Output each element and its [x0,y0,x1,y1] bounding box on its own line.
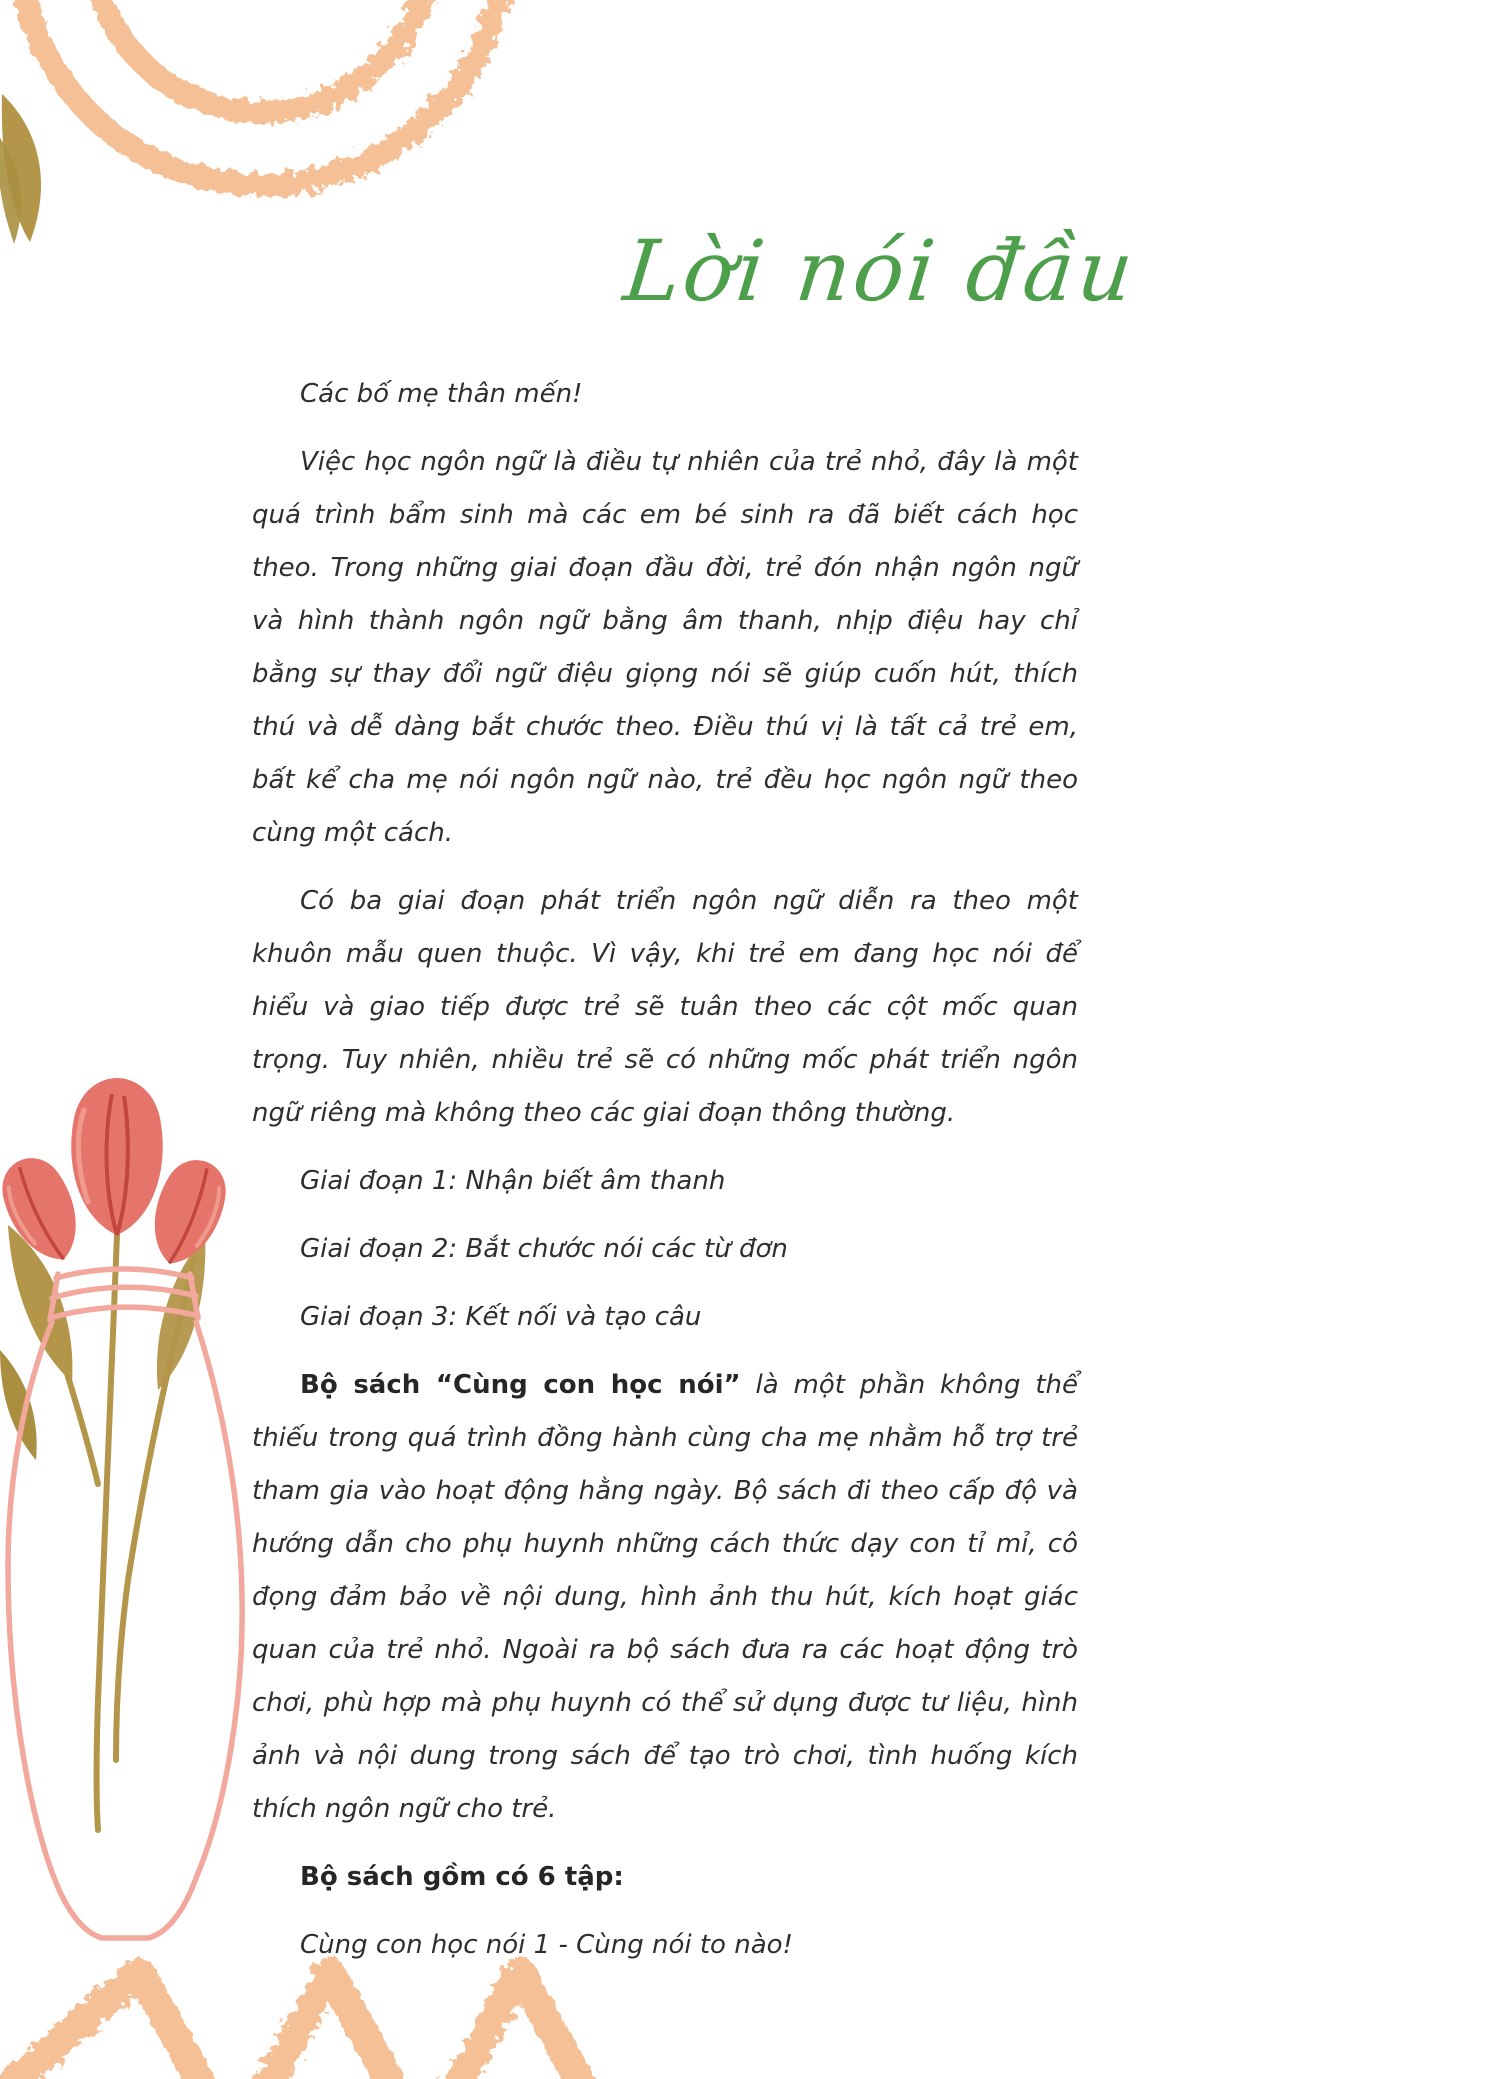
book-series-name: Bộ sách “Cùng con học nói” [300,1370,741,1400]
book-intro-rest: là một phần không thể thiếu trong quá trình đồng hành cùng cha mẹ nhằm hỗ trợ trẻ tham gia vào hoạt động hằng ngày. Bộ sách đi theo cấp độ và hướng dẫn cho phụ huynh những cách thức dạy con tỉ mỉ, cô đọng đảm bảo về nội dung, hình ảnh thu hút, kích hoạt giác quan của trẻ nhỏ. Ngoài ra bộ sách đưa ra các hoạt động trò chơi, phù hợp mà phụ huynh có thể sử dụng được tư liệu, hình ảnh và nội dung trong sách để tạo trò chơi, tình huống kích thích ngôn ngữ cho trẻ. [252,1370,1078,1824]
page-title: Lời nói đầu [619,222,1141,320]
crayon-arcs-decoration [0,0,520,230]
series-heading: Bộ sách gồm có 6 tập: [300,1862,624,1892]
flower-vase-illustration [0,1060,290,1950]
preface-text [252,368,1078,1987]
stage-1-line: Giai đoạn 1: Nhận biết âm thanh [300,1166,726,1196]
salutation: Các bố mẹ thân mến! [300,379,583,409]
paragraph-book-intro [252,1359,1078,1836]
gold-leaf-decoration [0,92,64,252]
stage-3-line: Giai đoạn 3: Kết nối và tạo câu [300,1302,702,1332]
paragraph-three-stages: Có ba giai đoạn phát triển ngôn ngữ diễn ra theo một khuôn mẫu quen thuộc. Vì vậy, khi trẻ em đang học nói để hiểu và giao tiếp được trẻ sẽ tuân theo các cột mốc quan trọng. Tuy nhiên, nhiều trẻ sẽ có những mốc phát triển ngôn ngữ riêng mà không theo các giai đoạn thông thường. [252,886,1078,1128]
series-item-1: Cùng con học nói 1 - Cùng nói to nào! [300,1930,793,1960]
paragraph-language-learning: Việc học ngôn ngữ là điều tự nhiên của trẻ nhỏ, đây là một quá trình bẩm sinh mà các em bé sinh ra đã biết cách học theo. Trong những giai đoạn đầu đời, trẻ đón nhận ngôn ngữ và hình thành ngôn ngữ bằng âm thanh, nhịp điệu hay chỉ bằng sự thay đổi ngữ điệu giọng nói sẽ giúp cuốn hút, thích thú và dễ dàng bắt chước theo. Điều thú vị là tất cả trẻ em, bất kể cha mẹ nói ngôn ngữ nào, trẻ đều học ngôn ngữ theo cùng một cách. [252,447,1078,848]
stage-2-line: Giai đoạn 2: Bắt chước nói các từ đơn [300,1234,788,1264]
